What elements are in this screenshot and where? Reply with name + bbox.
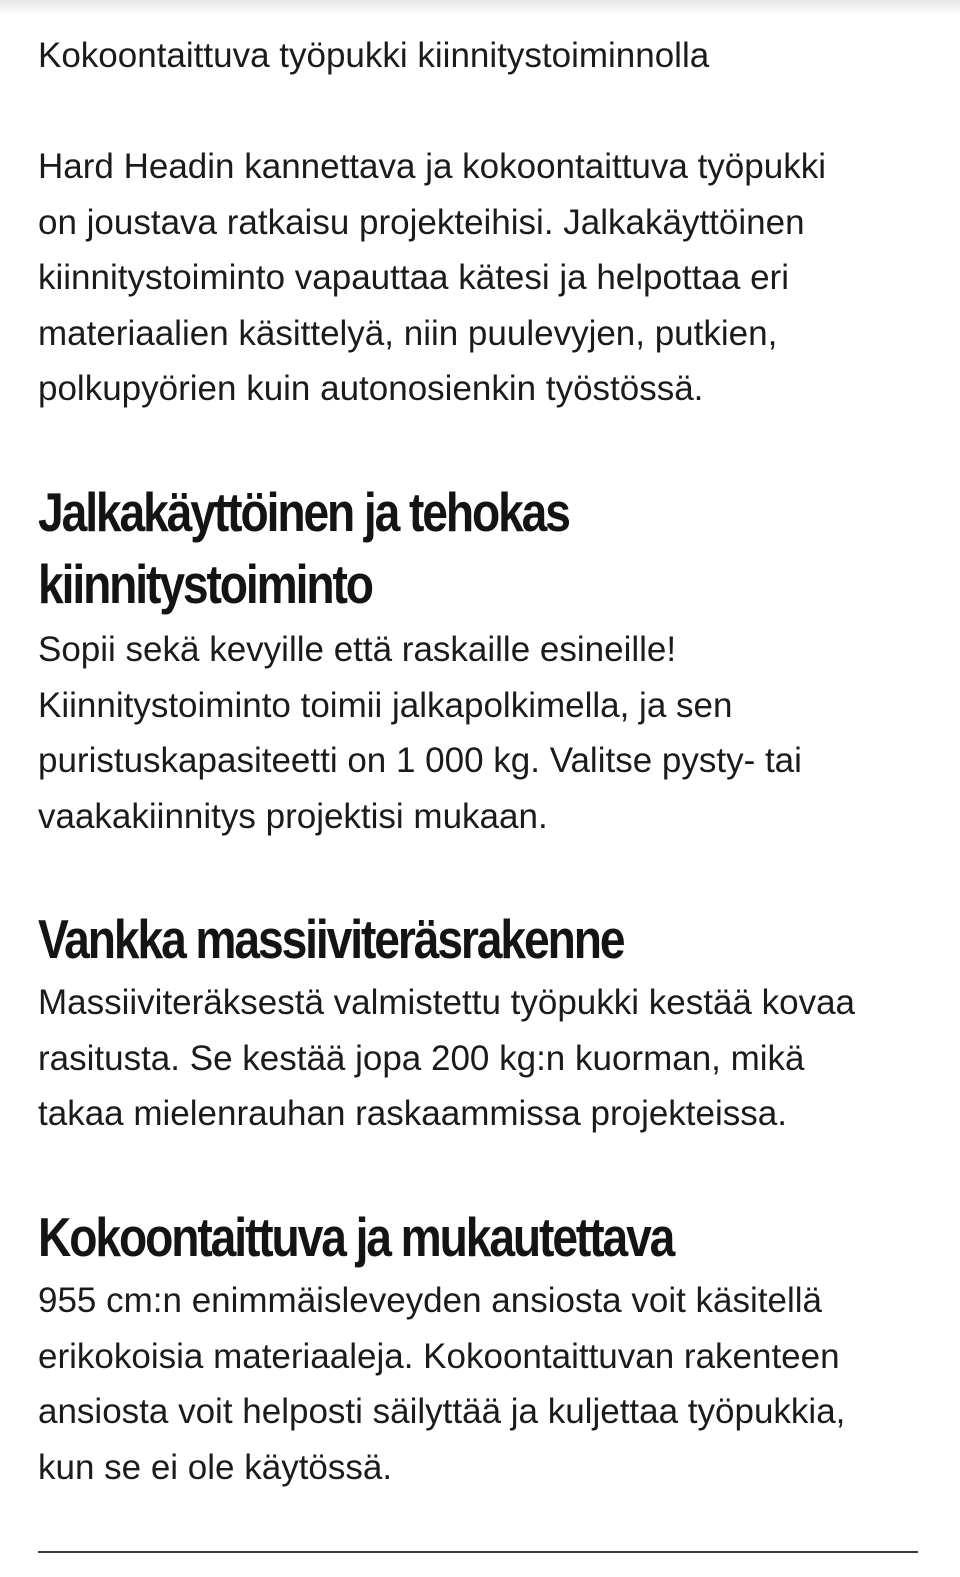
intro-paragraph: Hard Headin kannettava ja kokoontaittuva työpukki on joustava ratkaisu projekteihisi. Jalkakäyttöinen kiinnitystoiminto vapauttaa kätesi ja helpottaa eri materiaalien käsittelyä, niin puulevyjen, putkien, polkupyörien kuin autonosienkin työstössä. bbox=[38, 147, 826, 408]
section-body-foldable: 955 cm:n enimmäisleveyden ansiosta voit käsitellä erikokoisia materiaaleja. Kokoontaittuvan rakenteen ansiosta voit helposti säilyttää ja kuljettaa työpukkia, kun se ei ole käytössä. bbox=[38, 1281, 846, 1487]
section-heading-steel: Vankka massiiviteräsrakenne bbox=[38, 908, 624, 970]
article-subtitle: Kokoontaittuva työpukki kiinnitystoiminnolla bbox=[38, 36, 710, 75]
section-body-steel: Massiiviteräksestä valmistettu työpukki kestää kovaa rasitusta. Se kestää jopa 200 kg:n kuorman, mikä takaa mielenrauhan raskaammissa projekteissa. bbox=[38, 983, 855, 1133]
bottom-divider bbox=[38, 1551, 918, 1553]
section-heading-clamping: Jalkakäyttöinen ja tehokas kiinnitystoiminto bbox=[38, 481, 569, 615]
section-body-clamping: Sopii sekä kevyille että raskaille esineille! Kiinnitystoiminto toimii jalkapolkimella, ja sen puristuskapasiteetti on 1 000 kg. Valitse pysty- tai vaakakiinnitys projektisi mukaan. bbox=[38, 630, 802, 836]
section-heading-foldable: Kokoontaittuva ja mukautettava bbox=[38, 1206, 674, 1268]
top-edge-shadow bbox=[0, 0, 960, 14]
